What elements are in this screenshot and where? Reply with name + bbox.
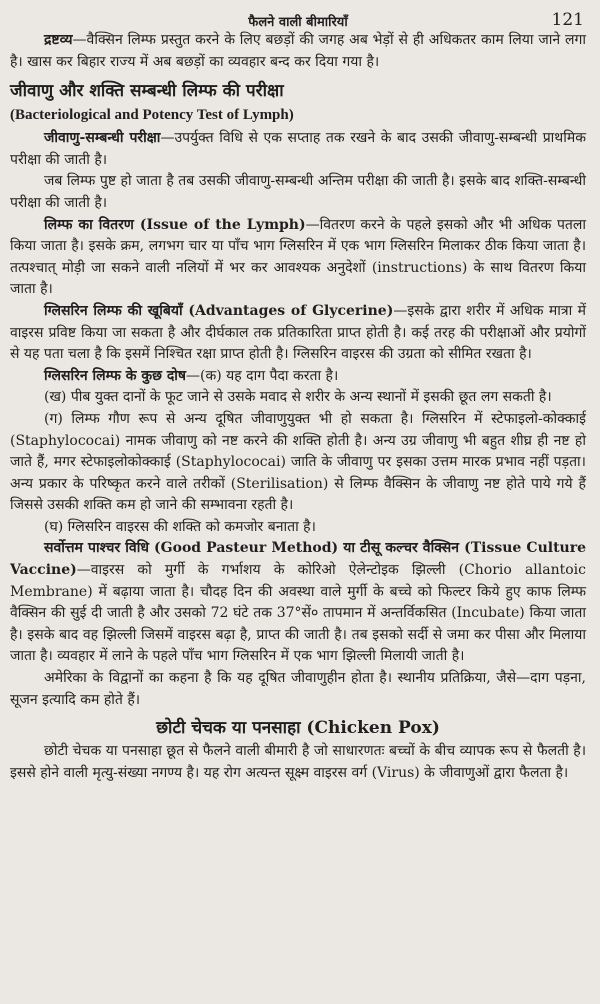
paragraph-text: —(क) यह दाग पैदा करता है।: [186, 367, 339, 384]
running-title: फैलने वाली बीमारियाँ: [248, 15, 348, 30]
paragraph: (घ) ग्लिसरिन वाइरस की शक्ति को कमजोर बनाता है।: [44, 518, 316, 535]
paragraph: [10, 128, 586, 171]
paragraph: छोटी चेचक या पनसाहा छूत से फैलने वाली बीमारी है जो साधारणतः बच्चों के बीच व्यापक रूप से फैलती है। इससे होने वाली मृत्यु-संख्या नगण्य है। यह रोग अत्यन्त सूक्ष्म वाइरस वर्ग (Virus) के जीवाणुओं द्वारा फैलता है।: [10, 743, 586, 781]
paragraph-term: ग्लिसरिन लिम्फ के कुछ दोष: [44, 367, 186, 384]
paragraph-term: लिम्फ का वितरण (Issue of the Lymph): [44, 216, 306, 233]
paragraph: [10, 215, 586, 301]
paragraph-term: सर्वोत्तम पाश्चर विधि (Good Pasteur Method) या टीसू कल्चर वैक्सिन (Tissue Culture Vaccine): [10, 540, 586, 579]
section-heading: जीवाणु और शक्ति सम्बन्धी लिम्फ की परीक्षा: [10, 81, 284, 102]
page-header: [10, 8, 586, 30]
section-heading: छोटी चेचक या पनसाहा (Chicken Pox): [156, 718, 440, 739]
paragraph-text: —उपर्युक्त विधि से एक सप्ताह तक रखने के बाद उसकी जीवाणु-सम्बन्धी प्राथमिक परीक्षा की जाती है।: [10, 130, 586, 168]
paragraph: [10, 301, 586, 366]
paragraph-text: —इसके द्वारा शरीर में अधिक मात्रा में वाइरस प्रविष्ट किया जा सकता है और दीर्घकाल तक प्रतिकारिता प्राप्त होती है। कई तरह की परीक्षाओं और प्रयोगों से यह पता चला है कि इसमें निश्चित रक्षा प्राप्त होती है। ग्लिसरिन वाइरस की उग्रता को सीमित रखता है।: [10, 302, 586, 363]
section-subheading: (Bacteriological and Potency Test of Lymph): [10, 107, 294, 124]
paragraph: [10, 538, 586, 668]
paragraph-note: [10, 30, 586, 73]
paragraph-term: ग्लिसरिन लिम्फ की खूबियाँ (Advantages of Glycerine): [44, 302, 394, 319]
paragraph: (ग) लिम्फ गौण रूप से अन्य दूषित जीवाणुयुक्त भी हो सकता है। ग्लिसरिन में स्टेफाइलो-कोक्काई (Staphylococai) नामक जीवाणु को नष्ट करने की शक्ति होती है। अन्य उग्र जीवाणु भी बहुत शीघ्र ही नष्ट हो जाते हैं, मगर स्टेफाइलोकोक्काई (Staphylococai) जाति के जीवाणु पर इसका उत्तम मारक प्रभाव नहीं पड़ता। अन्य प्रकार के परिष्कृत करने वाले तरीकों (Sterilisation) से लिम्फ वैक्सिन के जीवाणु नष्ट होते पाये गये हैं जिससे उसकी शक्ति कम हो जाने की सम्भावना रहती है।: [10, 410, 586, 514]
paragraph-term: जीवाणु-सम्बन्धी परीक्षा: [44, 130, 161, 147]
paragraph: जब लिम्फ पुष्ट हो जाता है तब उसकी जीवाणु-सम्बन्धी अन्तिम परीक्षा की जाती है। इसके बाद शक्ति-सम्बन्धी परीक्षा की जाती है।: [10, 173, 586, 211]
paragraph: (ख) पीब युक्त दानों के फूट जाने से उसके मवाद से शरीर के अन्य स्थानों में इसकी छूत लग सकती है।: [44, 389, 552, 406]
paragraph-text: —वितरण करने के पहले इसको और भी अधिक पतला किया जाता है। इसके क्रम, लगभग चार या पाँच भाग ग्लिसरिन में एक भाग ग्लिसरिन मिलाकर ठीक किया जाता है। तत्पश्चात् मोड़ी जा सकने वाली नलियों में भर कर आवश्यक अनुदेशों (instructions) के साथ वितरण किया जाता है।: [10, 216, 586, 298]
paragraph: अमेरिका के विद्वानों का कहना है कि यह दूषित जीवाणुहीन होता है। स्थानीय प्रतिक्रिया, जैसे—दाग पड़ना, सूजन इत्यादि कम होते हैं।: [10, 670, 586, 708]
page-number: 121: [551, 10, 584, 30]
paragraph: [10, 366, 586, 388]
paragraph-term: द्रष्टव्य: [44, 32, 73, 48]
paragraph-text: —वैक्सिन लिम्फ प्रस्तुत करने के लिए बछड़ों की जगह अब भेड़ों से ही अधिकतर काम लिया जाने लगा है। खास कर बिहार राज्य में अब बछड़ों का व्यवहार बन्द कर दिया गया है।: [10, 32, 586, 70]
paragraph-text: —वाइरस को मुर्गी के गर्भाशय के कोरिओ ऐलेन्टोइक झिल्ली (Chorio allantoic Membrane) में बढ़ाया जाता है। चौदह दिन की अवस्था वाले मुर्गी के बच्चे को फिल्टर किये हुए काफ लिम्फ वैक्सिन की सुई दी जाती है और उसको 72 घंटे तक 37°सें० तापमान में अन्तर्विकसित (Incubate) किया जाता है। इसके बाद वह झिल्ली जिसमें वाइरस बढ़ा है, प्राप्त की जाती है। तब इसको सर्दी से जमा कर पीसा और मिलाया जाता है। व्यवहार में लाने के पहले पाँच भाग ग्लिसरिन में एक भाग झिल्ली मिलायी जाती है।: [10, 562, 586, 665]
